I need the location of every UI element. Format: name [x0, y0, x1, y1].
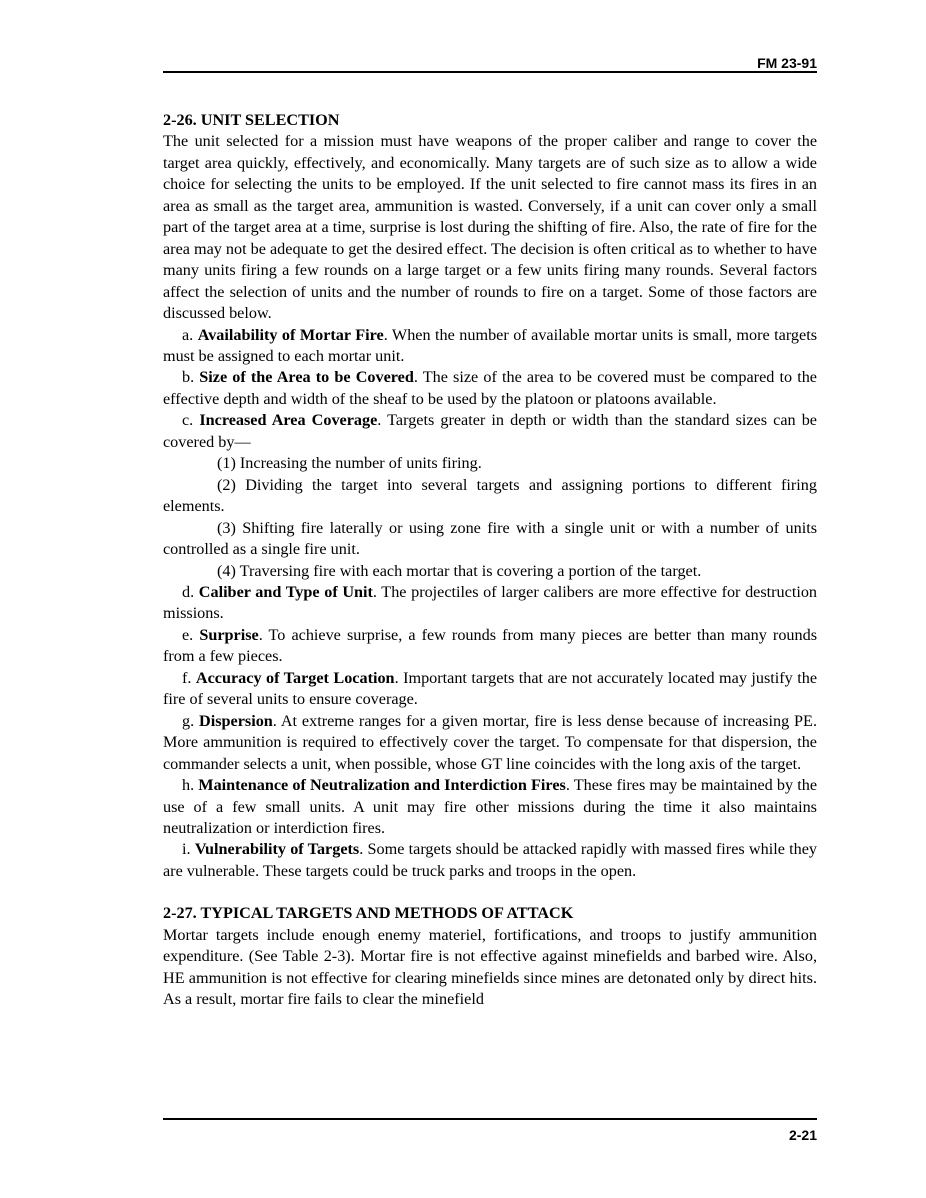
paragraph-heading: Size of the Area to be Covered [199, 368, 414, 387]
running-header: FM 23-91 [757, 55, 817, 71]
paragraph-marker: e. [182, 625, 194, 644]
subparagraph-c4: (4) Traversing fire with each mortar that is covering a portion of the target. [217, 561, 702, 580]
header-rule [163, 71, 817, 73]
paragraph-text: . These fires may be maintained by the use of a few small units. A unit may fire other missions during the time it also maintains neutralization or interdiction fires. [163, 776, 818, 837]
paragraph-heading: Dispersion [199, 711, 273, 730]
paragraph-text: . To achieve surprise, a few rounds from many pieces are better than many rounds from a few pieces. [163, 625, 817, 666]
paragraph-text: . Targets greater in depth or width than the standard sizes can be covered by— [163, 411, 817, 451]
paragraph-marker: d. [182, 582, 195, 601]
subparagraph-c2: (2) Dividing the target into several targets and assigning portions to different firing elements. [163, 475, 817, 516]
paragraph-marker: a. [182, 325, 194, 344]
footer-rule [163, 1118, 817, 1120]
section-title-2-26: 2-26. UNIT SELECTION [163, 111, 340, 129]
paragraph-marker: h. [182, 776, 195, 795]
paragraph-text: . Some targets should be attacked rapidly with massed fires while they are vulnerable. These targets could be truck parks and troops in the open. [163, 840, 818, 880]
paragraph-text: . Important targets that are not accurately located may justify the fire of several units to ensure coverage. [163, 668, 818, 709]
paragraph-f [163, 668, 817, 711]
paragraph-a [163, 325, 817, 368]
paragraph-marker: b. [182, 368, 195, 387]
paragraph-e [163, 625, 817, 668]
paragraph-heading: Accuracy of Target Location [195, 668, 395, 687]
page-number: 2-21 [788, 1127, 817, 1143]
page-body [163, 110, 817, 1011]
paragraph-marker: f. [182, 668, 192, 687]
paragraph-h [163, 775, 817, 839]
paragraph-c [163, 410, 817, 453]
paragraph-text: . When the number of available mortar units is small, more targets must be assigned to each mortar unit. [163, 325, 817, 365]
paragraph-heading: Maintenance of Neutralization and Interdiction Fires [198, 776, 566, 795]
paragraph-text: . At extreme ranges for a given mortar, fire is less dense because of increasing PE. More ammunition is required to effectively cover the target. To compensate for that dispersion, the commander selects a unit, when possible, whose GT line coincides with the long axis of the target. [163, 711, 817, 773]
section-intro-2-27: Mortar targets include enough enemy materiel, fortifications, and troops to justify ammunition expenditure. (See Table 2-3). Mortar fire is not effective against minefields and barbed wire. Also, HE ammunition is not effective for clearing minefields since mines are detonated only by direct hits. As a result, mortar fire fails to clear the minefield [163, 925, 817, 1009]
section-title-2-27: 2-27. TYPICAL TARGETS AND METHODS OF ATTACK [163, 904, 574, 923]
section-intro-2-26: The unit selected for a mission must have weapons of the proper caliber and range to cover the target area quickly, effectively, and economically. Many targets are of such size as to allow a wide choice for selecting the units to be employed. If the unit selected to fire cannot mass its fires in an area as small as the target area, ammunition is wasted. Conversely, if a unit can cover only a small part of the target area at a time, surprise is lost during the shifting of fire. Also, the rate of fire for the area may not be adequate to get the desired effect. The decision is often critical as to whether to have many units firing a few rounds on a large target or a few units firing many rounds. Several factors affect the selection of units and the number of rounds to fire on a target. Some of those factors are discussed below. [163, 132, 817, 323]
paragraph-marker: g. [182, 711, 195, 730]
paragraph-g [163, 711, 817, 775]
paragraph-d [163, 582, 817, 625]
paragraph-i [163, 839, 817, 882]
subparagraph-c1: (1) Increasing the number of units firing. [217, 454, 482, 473]
paragraph-marker: i. [182, 840, 191, 859]
paragraph-text: . The projectiles of larger calibers are more effective for destruction missions. [163, 582, 818, 623]
paragraph-heading: Caliber and Type of Unit [198, 582, 373, 601]
paragraph-b [163, 367, 817, 410]
paragraph-heading: Increased Area Coverage [199, 411, 378, 430]
paragraph-heading: Surprise [199, 625, 259, 644]
subparagraph-c3: (3) Shifting fire laterally or using zone fire with a single unit or with a number of units controlled as a single fire unit. [163, 518, 817, 559]
paragraph-heading: Vulnerability of Targets [194, 840, 360, 859]
section-spacer [163, 882, 817, 903]
paragraph-marker: c. [182, 411, 194, 430]
paragraph-heading: Availability of Mortar Fire [197, 325, 384, 344]
paragraph-text: . The size of the area to be covered must be compared to the effective depth and width of the sheaf to be used by the platoon or platoons available. [163, 368, 817, 408]
